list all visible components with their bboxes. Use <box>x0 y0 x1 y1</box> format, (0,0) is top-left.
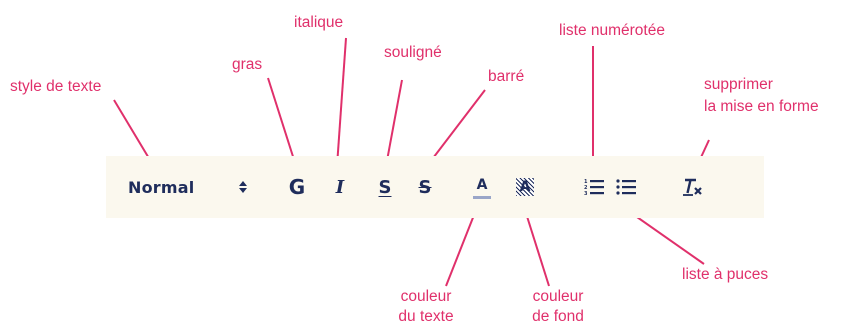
text-color-button[interactable] <box>468 172 496 202</box>
italic-icon: I <box>335 176 345 198</box>
select-arrows-icon[interactable] <box>236 174 250 200</box>
leader-strike <box>427 90 485 166</box>
svg-text:1: 1 <box>584 179 588 185</box>
annotation-numbered-list: liste numérotée <box>559 22 665 39</box>
annotation-text-color-1: couleur <box>400 288 452 305</box>
leader-bold <box>268 78 296 166</box>
clear-formatting-icon <box>681 177 703 197</box>
annotation-bold: gras <box>232 56 263 73</box>
bullet-list-button[interactable] <box>612 172 640 202</box>
annotation-clear-format-2: la mise en forme <box>704 98 819 115</box>
svg-text:3: 3 <box>584 191 588 196</box>
annotation-italic: italique <box>294 14 344 31</box>
annotation-bullet-list: liste à puces <box>682 266 769 283</box>
underline-icon: S <box>378 176 392 198</box>
strikethrough-icon: S <box>418 176 432 198</box>
leader-bg-color <box>525 210 549 286</box>
annotation-text-style: style de texte <box>10 78 102 95</box>
background-color-button[interactable] <box>511 172 539 202</box>
underline-button[interactable] <box>371 172 399 202</box>
annotation-text-color-2: du texte <box>398 308 454 325</box>
leader-text-color <box>446 210 476 286</box>
annotation-strike: barré <box>488 68 525 85</box>
annotation-underline: souligné <box>384 44 442 61</box>
text-color-swatch <box>473 196 491 199</box>
numbered-list-icon <box>584 178 604 196</box>
annotation-bg-color-1: couleur <box>532 288 584 305</box>
annotation-bg-color-2: de fond <box>532 308 584 325</box>
annotation-clear-format-1: supprimer <box>704 76 773 93</box>
text-style-value: Normal <box>128 177 195 197</box>
clear-formatting-button[interactable] <box>678 172 706 202</box>
bold-icon: G <box>288 175 306 199</box>
numbered-list-button[interactable] <box>580 172 608 202</box>
background-color-icon: A <box>516 178 534 196</box>
leader-underline <box>386 80 402 166</box>
bold-button[interactable] <box>283 172 311 202</box>
leader-bullet-list <box>627 210 704 264</box>
text-color-icon: A <box>476 176 488 193</box>
strikethrough-button[interactable] <box>411 172 439 202</box>
bullet-list-icon <box>616 178 636 196</box>
leader-italic <box>337 38 346 166</box>
italic-button[interactable] <box>326 172 354 202</box>
editor-toolbar <box>106 156 764 218</box>
svg-text:2: 2 <box>584 185 588 191</box>
